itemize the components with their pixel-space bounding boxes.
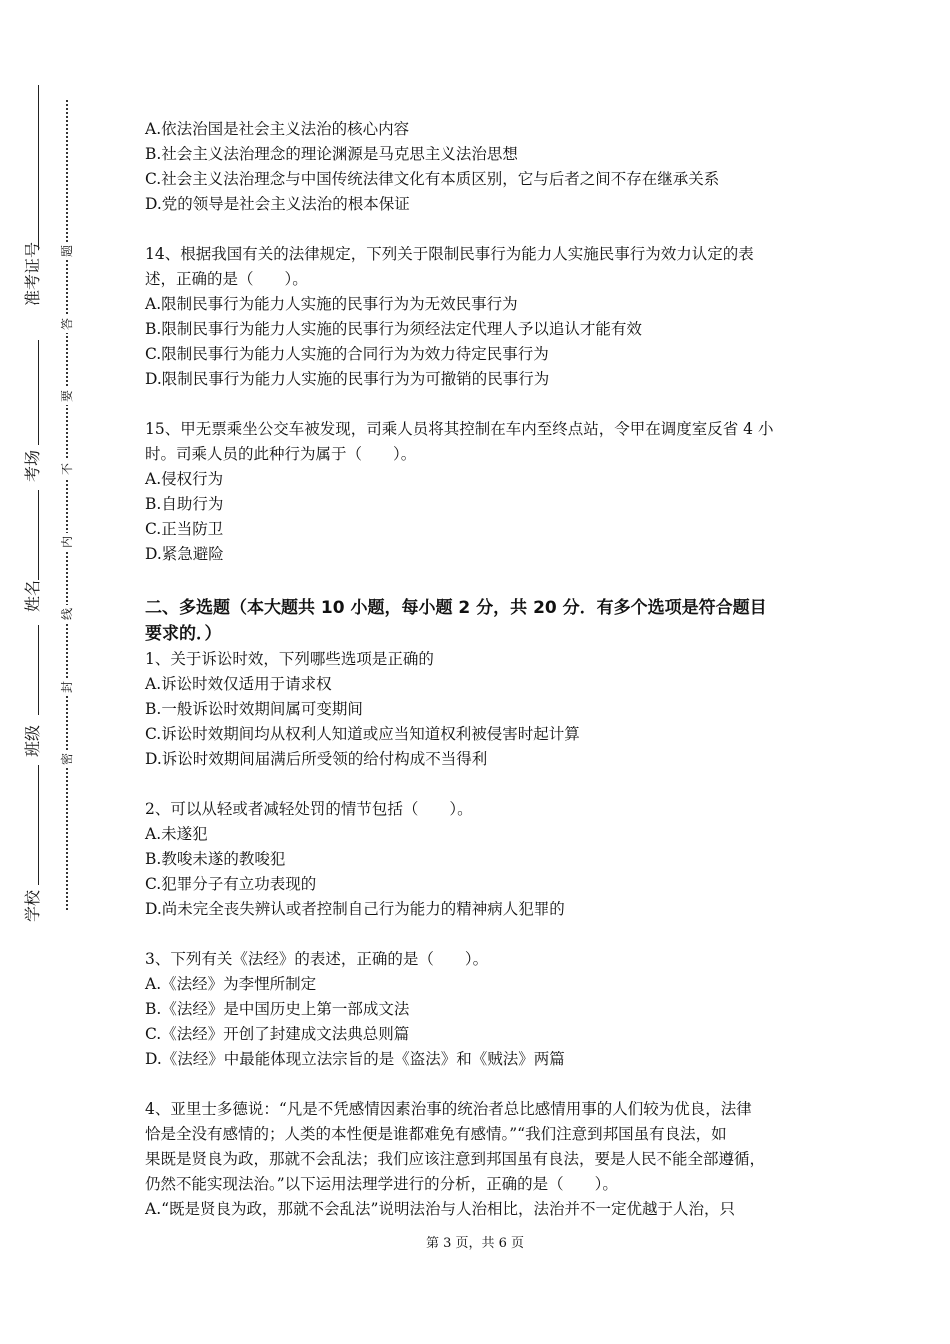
seal-char: 内 [58, 533, 76, 551]
option-a: A.依法治国是社会主义法治的核心内容 [145, 120, 410, 138]
exam-content [145, 117, 815, 1222]
binding-blank-line [38, 625, 39, 715]
seal-char: 要 [58, 387, 76, 405]
section-title: 要求的．） [145, 624, 222, 644]
binding-blank-line [38, 340, 39, 445]
option-d: D.限制民事行为能力人实施的民事行为为可撤销的民事行为 [145, 370, 550, 388]
question-15 [145, 417, 815, 567]
option-a: A.限制民事行为能力人实施的民事行为为无效民事行为 [145, 295, 518, 313]
seal-char: 答 [58, 315, 76, 333]
binding-field-exam-id [22, 240, 44, 350]
question-stem: 2、可以从轻或者减轻处罚的情节包括（ ）。 [145, 800, 473, 818]
seal-char: 线 [58, 605, 76, 623]
binding-label: 学校 [23, 889, 42, 922]
option-a: A.《法经》为李悝所制定 [145, 975, 317, 993]
seal-char: 封 [58, 678, 76, 696]
binding-label: 班级 [23, 724, 42, 757]
multi-question-2 [145, 797, 815, 922]
option-d: D.紧急避险 [145, 545, 224, 563]
multi-question-3 [145, 947, 815, 1072]
option-b: B.教唆未遂的教唆犯 [145, 850, 286, 868]
option-c: C.社会主义法治理念与中国传统法律文化有本质区别，它与后者之间不存在继承关系 [145, 170, 720, 188]
question-stem: 仍然不能实现法治。”以下运用法理学进行的分析，正确的是（ ）。 [145, 1175, 618, 1193]
option-c: C.正当防卫 [145, 520, 224, 538]
option-c: C.《法经》开创了封建成文法典总则篇 [145, 1025, 410, 1043]
question-14 [145, 242, 815, 392]
question-stem: 时。司乘人员的此种行为属于（ ）。 [145, 445, 417, 463]
option-c: C.犯罪分子有立功表现的 [145, 875, 317, 893]
question-stem: 述，正确的是（ ）。 [145, 270, 308, 288]
question-stem: 果既是贤良为政，那就不会乱法；我们应该注意到邦国虽有良法，要是人民不能全部遵循， [145, 1150, 766, 1168]
binding-field-school [22, 880, 44, 940]
option-b: B.社会主义法治理念的理论渊源是马克思主义法治思想 [145, 145, 518, 163]
binding-blank-line [38, 765, 39, 885]
option-b: B.一般诉讼时效期间属可变期间 [145, 700, 363, 718]
binding-field-name [22, 570, 44, 630]
question-stem: 4、亚里士多德说：“凡是不凭感情因素治事的统治者总比感情用事的人们较为优良，法律 [145, 1100, 752, 1118]
seal-char: 不 [58, 460, 76, 478]
seal-char: 题 [58, 242, 76, 260]
question-stem: 恰是全没有感情的；人类的本性便是谁都难免有感情。”“我们注意到邦国虽有良法，如 [145, 1125, 727, 1143]
binding-margin [0, 0, 110, 1344]
option-d: D.《法经》中最能体现立法宗旨的是《盗法》和《贼法》两篇 [145, 1050, 565, 1068]
question-stem: 15、甲无票乘坐公交车被发现，司乘人员将其控制在车内至终点站，令甲在调度室反省 4 小 [145, 420, 774, 438]
question-13-options [145, 117, 815, 217]
multi-question-4 [145, 1097, 815, 1222]
question-stem: 3、下列有关《法经》的表述，正确的是（ ）。 [145, 950, 489, 968]
binding-label: 准考证号 [23, 241, 42, 306]
seal-char: 密 [58, 750, 76, 768]
option-c: C.诉讼时效期间均从权利人知道或应当知道权利被侵害时起计算 [145, 725, 580, 743]
option-d: D.尚未完全丧失辨认或者控制自己行为能力的精神病人犯罪的 [145, 900, 565, 918]
binding-label: 考场 [23, 449, 42, 482]
option-a: A.“既是贤良为政，那就不会乱法”说明法治与人治相比，法治并不一定优越于人治，只 [145, 1200, 735, 1218]
binding-label: 姓名 [23, 579, 42, 612]
section-title: 二、多选题（本大题共 10 小题，每小题 2 分，共 20 分．有多个选项是符合题目 [145, 598, 767, 618]
section-2-heading [145, 595, 815, 647]
seal-dotted-line [66, 100, 68, 910]
option-c: C.限制民事行为能力人实施的合同行为为效力待定民事行为 [145, 345, 549, 363]
option-a: A.未遂犯 [145, 825, 208, 843]
option-a: A.侵权行为 [145, 470, 224, 488]
binding-field-class [22, 715, 44, 775]
multi-question-1 [145, 647, 815, 772]
page-footer: 第 3 页，共 6 页 [425, 1236, 525, 1251]
option-b: B.《法经》是中国历史上第一部成文法 [145, 1000, 410, 1018]
question-stem: 14、根据我国有关的法律规定，下列关于限制民事行为能力人实施民事行为效力认定的表 [145, 245, 754, 263]
option-d: D.党的领导是社会主义法治的根本保证 [145, 195, 410, 213]
option-b: B.自助行为 [145, 495, 224, 513]
binding-blank-line [38, 85, 39, 250]
question-stem: 1、关于诉讼时效，下列哪些选项是正确的 [145, 650, 434, 668]
binding-blank-line [38, 490, 39, 580]
binding-field-exam-room [22, 440, 44, 500]
option-d: D.诉讼时效期间届满后所受领的给付构成不当得利 [145, 750, 488, 768]
option-b: B.限制民事行为能力人实施的民事行为须经法定代理人予以追认才能有效 [145, 320, 642, 338]
option-a: A.诉讼时效仅适用于请求权 [145, 675, 332, 693]
